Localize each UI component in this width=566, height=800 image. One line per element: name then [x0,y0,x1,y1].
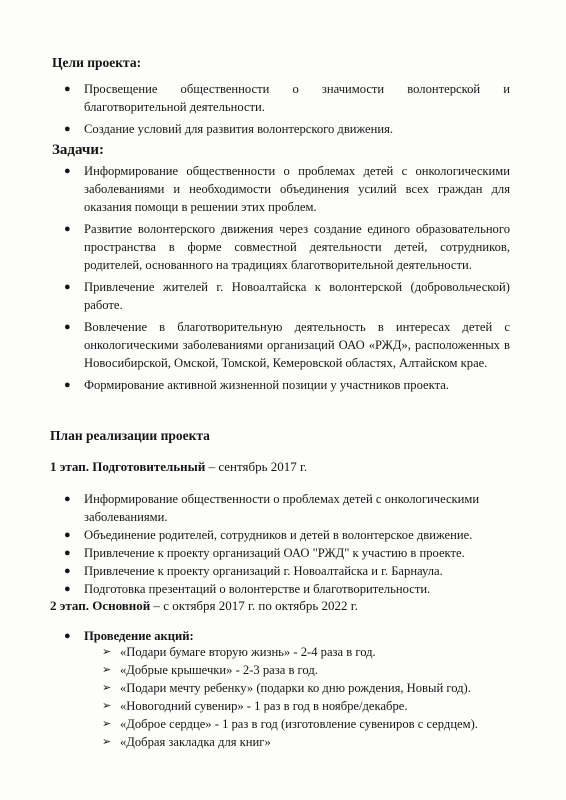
list-item-text: Создание условий для развития волонтерского движения. [84,122,394,136]
stage2-dates: – с октября 2017 г. по октябрь 2022 г. [150,598,358,613]
action-text: «Подари бумаге вторую жизнь» - 2-4 раза в год. [120,645,376,659]
arrow-icon: ➢ [102,736,112,748]
list-item [64,80,510,116]
stage1-title: 1 этап. Подготовительный [50,459,206,474]
actions-list [102,643,540,751]
list-item-text: Привлечение к проекту организаций ОАО "РЖД" к участию в проекте. [84,546,465,560]
action-text: «Доброе сердце» - 1 раз в год (изготовление сувениров с сердцем). [120,717,478,731]
goals-heading: Цели проекта: [52,55,142,70]
list-item [64,562,524,580]
list-item-text: Информирование общественности о проблемах детей с онкологическими заболеваниями и необходимости объединения усилий всех граждан для оказания помощи в решении этих проблем. [84,164,510,214]
bullet-icon: ● [64,583,71,595]
list-item [64,278,510,314]
action-item [102,715,540,733]
action-text: «Добрая закладка для книг» [120,735,271,749]
arrow-icon: ➢ [102,682,112,694]
list-item-text: Привлечение жителей г. Новоалтайска к волонтерской (добровольческой) работе. [84,280,510,312]
bullet-icon: ● [64,83,71,95]
tasks-list [64,162,510,394]
arrow-icon: ➢ [102,646,112,658]
plan-heading: План реализации проекта [50,428,210,443]
list-item-text: Развитие волонтерского движения через создание единого образовательного пространства в форме совместной деятельности детей, сотрудников, родителей, основанного на традициях благотворительной деятельности. [84,222,510,272]
bullet-icon: ● [64,630,71,642]
action-item [102,661,540,679]
list-item-text: Просвещение общественности о значимости волонтерской и благотворительной деятельности. [84,82,510,114]
action-text: «Подари мечту ребенку» (подарки ко дню рождения, Новый год). [120,681,471,695]
action-text: «Новогодний сувенир» - 1 раз в год в ноябре/декабре. [120,699,408,713]
list-item-text: Информирование общественности о проблемах детей с онкологическими заболеваниями. [84,492,480,524]
list-item-text: Вовлечение в благотворительную деятельность в интересах детей с онкологическими заболеваниями организаций ОАО «РЖД», расположенных в Новосибирской, Омской, Томской, Кемеровской областях, Алтайском крае. [84,320,510,370]
bullet-icon: ● [64,493,71,505]
list-item [64,120,510,138]
action-text: «Добрые крышечки» - 2-3 раза в год. [120,663,318,677]
list-item [64,162,510,216]
actions-label: Проведение акций: [84,629,194,643]
bullet-icon: ● [64,223,71,235]
tasks-heading: Задачи: [52,142,105,158]
list-item [64,544,524,562]
bullet-icon: ● [64,529,71,541]
list-item [64,220,510,274]
bullet-icon: ● [64,165,71,177]
bullet-icon: ● [64,565,71,577]
stage1-dates: – сентябрь 2017 г. [205,459,308,474]
list-item [64,580,524,598]
action-item [102,697,540,715]
stage2-heading [50,597,358,615]
action-item [102,733,540,751]
arrow-icon: ➢ [102,718,112,730]
list-item-text: Подготовка презентаций о волонтерстве и благотворительности. [84,582,431,596]
list-item-text: Привлечение к проекту организаций г. Новоалтайска и г. Барнаула. [84,564,443,578]
arrow-icon: ➢ [102,664,112,676]
goals-list [64,80,510,138]
list-item-text: Формирование активной жизненной позиции у участников проекта. [84,378,449,392]
arrow-icon: ➢ [102,700,112,712]
action-item [102,679,540,697]
stage2-title: 2 этап. Основной [50,598,151,613]
bullet-icon: ● [64,321,71,333]
list-item [64,376,510,394]
bullet-icon: ● [64,379,71,391]
bullet-icon: ● [64,123,71,135]
list-item [64,490,524,526]
bullet-icon: ● [64,547,71,559]
stage1-list [64,490,524,598]
action-item [102,643,540,661]
list-item [64,318,510,372]
list-item [64,526,524,544]
bullet-icon: ● [64,281,71,293]
stage1-heading [50,458,307,476]
list-item-text: Объединение родителей, сотрудников и детей в волонтерское движение. [84,528,473,542]
